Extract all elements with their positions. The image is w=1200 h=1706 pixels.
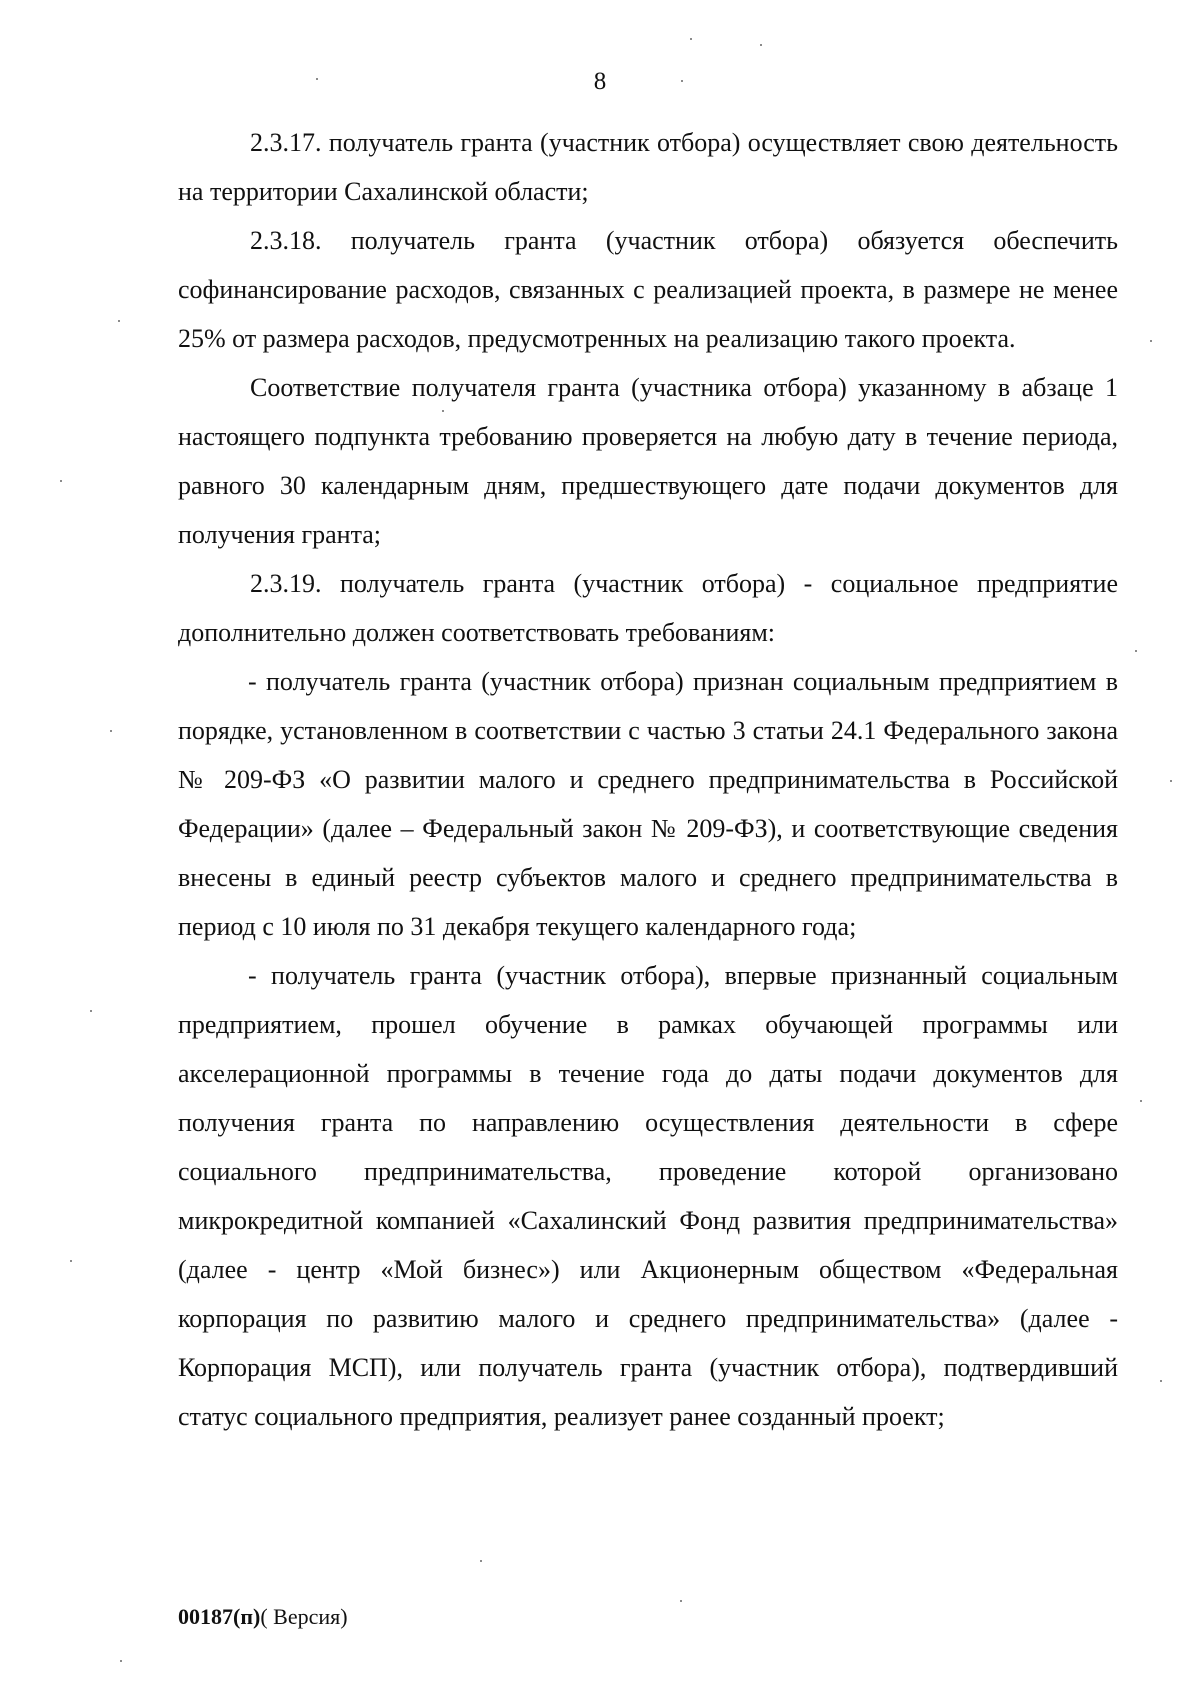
scan-speck: [760, 44, 762, 46]
footer-version: ( Версия): [260, 1604, 348, 1629]
scan-speck: [110, 730, 112, 732]
paragraph-2-3-18: 2.3.18. получатель гранта (участник отбора) обязуется обеспечить софинансирование расходов, связанных с реализацией проекта, в размере не менее 25% от размера расходов, предусмотренных на реализацию такого проекта.: [178, 226, 1118, 353]
scan-speck: [1150, 340, 1152, 342]
document-body: [178, 118, 1118, 1441]
scan-speck: [118, 320, 120, 322]
paragraph-2-3-19: 2.3.19. получатель гранта (участник отбора) - социальное предприятие дополнительно должен соответствовать требованиям:: [178, 569, 1118, 647]
scan-speck: [442, 410, 444, 412]
page-number: 8: [593, 68, 607, 95]
paragraph-2-3-17: 2.3.17. получатель гранта (участник отбора) осуществляет свою деятельность на территории Сахалинской области;: [178, 128, 1118, 206]
scan-speck: [70, 1260, 72, 1262]
scan-speck: [1160, 1380, 1162, 1382]
document-footer: [178, 1604, 348, 1630]
bullet-item-training: - получатель гранта (участник отбора), впервые признанный социальным предприятием, прошел обучение в рамках обучающей программы или акселерационной программы в течение года до даты подачи документов для получения гранта по направлению осуществления деятельности в сфере социального предпринимательства, проведение которой организовано микрокредитной компанией «Сахалинский Фонд развития предпринимательства» (далее - центр «Мой бизнес») или Акционерным обществом «Федеральная корпорация по развитию малого и среднего предпринимательства» (далее - Корпорация МСП), или получатель гранта (участник отбора), подтвердивший статус социального предприятия, реализует ранее созданный проект;: [178, 961, 1118, 1431]
scan-speck: [1140, 1100, 1142, 1102]
scan-speck: [60, 480, 62, 482]
scan-speck: [120, 1660, 122, 1662]
scan-speck: [480, 1560, 482, 1562]
paragraph-conformity: Соответствие получателя гранта (участника отбора) указанному в абзаце 1 настоящего подпункта требованию проверяется на любую дату в течение периода, равного 30 календарным дням, предшествующего дате подачи документов для получения гранта;: [178, 373, 1118, 549]
bullet-item-registry: - получатель гранта (участник отбора) признан социальным предприятием в порядке, установленном в соответствии с частью 3 статьи 24.1 Федерального закона № 209-ФЗ «О развитии малого и среднего предпринимательства в Российской Федерации» (далее – Федеральный закон № 209-ФЗ), и соответствующие сведения внесены в единый реестр субъектов малого и среднего предпринимательства в период с 10 июля по 31 декабря текущего календарного года;: [178, 667, 1118, 941]
scan-speck: [1170, 780, 1172, 782]
scan-speck: [690, 38, 692, 40]
footer-doc-code: 00187(п): [178, 1604, 261, 1629]
scan-speck: [681, 80, 683, 82]
scan-speck: [90, 1010, 92, 1012]
scan-speck: [1135, 650, 1137, 652]
scan-speck: [680, 1600, 682, 1602]
scan-speck: [316, 78, 318, 80]
